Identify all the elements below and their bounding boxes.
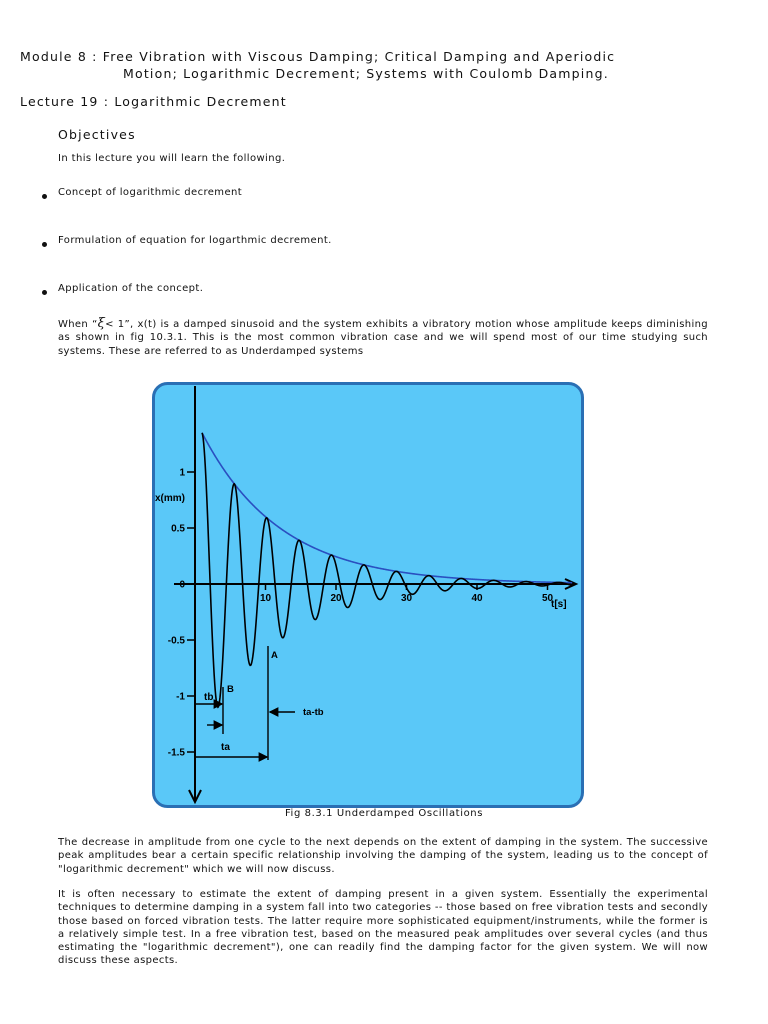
chart-background	[154, 384, 583, 807]
para1-prefix: When “	[58, 319, 98, 330]
x-tick-label: 40	[471, 593, 483, 604]
y-tick-label: 0	[179, 579, 185, 591]
annotation-b: B	[227, 684, 234, 695]
y-tick-label: 1	[179, 467, 185, 479]
module-title-line1: Module 8 : Free Vibration with Viscous Damping; Critical Damping and Aperiodic	[20, 49, 616, 64]
figure-caption: Fig 8.3.1 Underdamped Oscillations	[284, 808, 484, 819]
objectives-heading: Objectives	[58, 127, 136, 142]
x-tick-label: 30	[400, 593, 413, 604]
paragraph-damping-estimation: It is often necessary to estimate the extent of damping present in a given system. Essentially the experimental techniques to determine damping in a system fall into two categories -- those based on free vibration tests and secondly those based on forced vibration tests. The latter require more sophisticated equipment/instruments, while the former is a relatively simple test. In a free vibration test, based on the measured peak amplitudes over several cycles (and thus estimating the "logarithmic decrement"), one can readily find the damping factor for the given system. We will now discuss these aspects.	[58, 889, 708, 967]
y-tick-label: -0.5	[167, 635, 185, 647]
objective-item: Concept of logarithmic decrement	[40, 187, 332, 235]
y-tick-label: -1	[176, 691, 185, 703]
x-tick-label: 50	[541, 593, 554, 604]
y-tick-label: -1.5	[167, 747, 185, 759]
xi-symbol: ξ	[97, 316, 106, 331]
paragraph-amplitude-decrease: The decrease in amplitude from one cycle to the next depends on the extent of damping in the system. The successive peak amplitudes bear a certain specific relationship involving the damping of the system, leading us to the concept of "logarithmic decrement" which we will now discuss.	[58, 837, 708, 875]
objective-item: Formulation of equation for logarthmic decrement.	[40, 235, 332, 283]
paragraph-underdamped	[58, 317, 708, 358]
lecture-title: Lecture 19 : Logarithmic Decrement	[20, 94, 287, 109]
intro-text: In this lecture you will learn the following.	[58, 153, 286, 164]
annotation-ta-tb: ta-tb	[303, 707, 324, 718]
y-axis-label: x(mm)	[155, 493, 186, 504]
annotation-tb: tb	[204, 692, 214, 703]
x-tick-label: 10	[259, 593, 272, 604]
chart-svg	[152, 382, 584, 808]
objectives-list	[40, 187, 332, 331]
module-title-line2: Motion; Logarithmic Decrement; Systems with Coulomb Damping.	[123, 66, 609, 81]
annotation-ta: ta	[221, 742, 230, 753]
underdamped-chart	[152, 382, 584, 808]
annotation-a: A	[271, 650, 278, 661]
module-title	[20, 48, 740, 82]
y-tick-label: 0.5	[171, 523, 185, 535]
x-tick-label: 20	[330, 593, 342, 604]
para1-rest: < 1”, x(t) is a damped sinusoid and the system exhibits a vibratory motion whose amplitude keeps diminishing as shown in fig 10.3.1. This is the most common vibration case and we will spend most of our time studying such systems. These are referred to as Underdamped systems	[58, 319, 708, 357]
objective-item: Application of the concept.	[40, 283, 332, 331]
x-axis-label: t[s]	[551, 599, 567, 610]
